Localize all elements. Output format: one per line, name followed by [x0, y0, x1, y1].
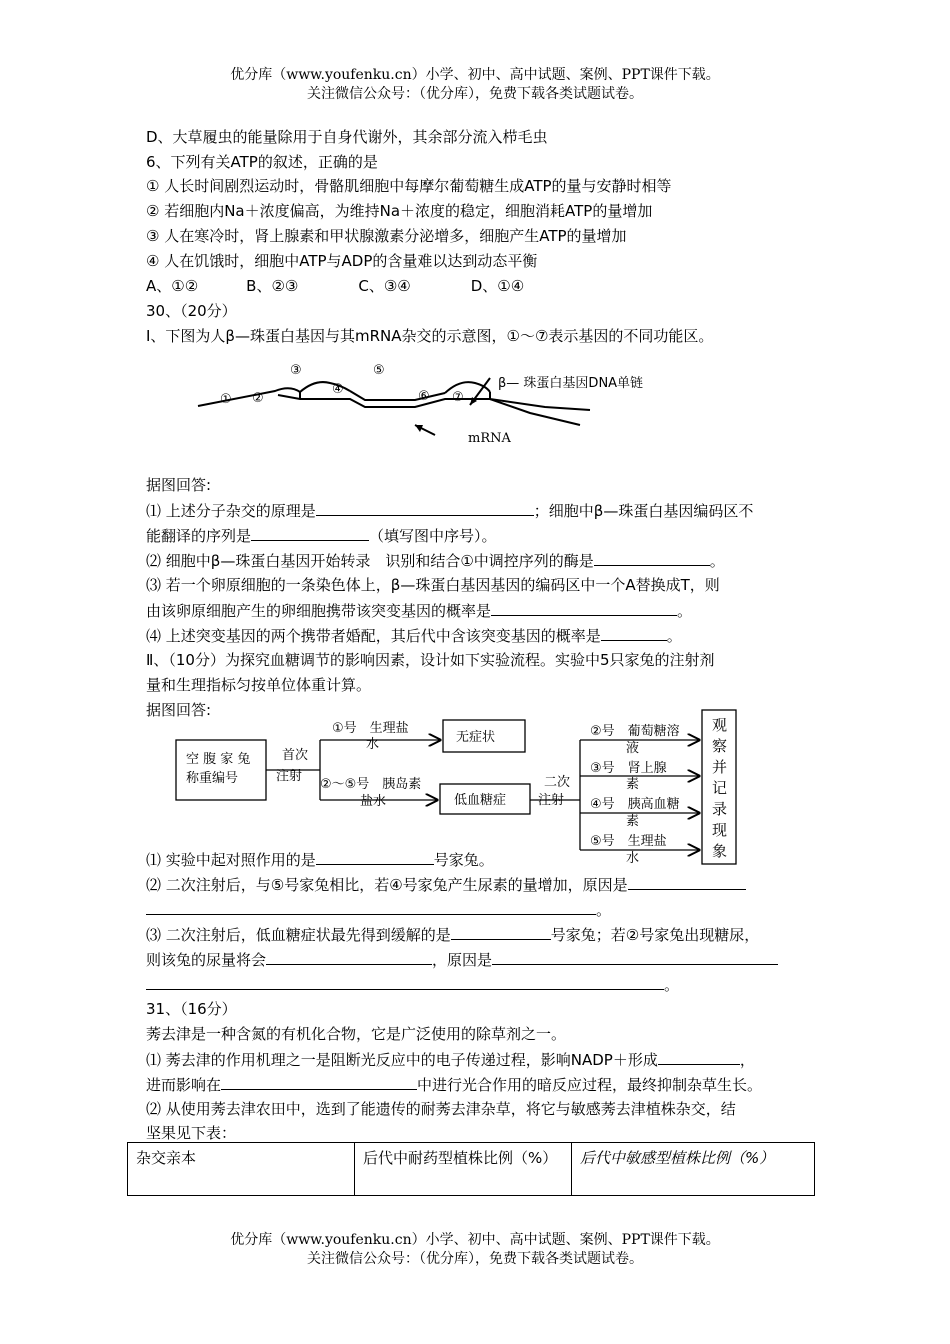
fig1-mrna-label: mRNA	[468, 431, 511, 446]
q6-option-c: C、③④	[358, 277, 411, 295]
page-footer-line2: 关注微信公众号：（优分库），免费下载各类试题试卷。	[307, 1251, 643, 1267]
answer-blank-principle[interactable]	[316, 499, 534, 516]
fig1-dna-label: β— 珠蛋白基因DNA单链	[498, 376, 644, 391]
q31-q2-line1: ⑵ 从使用莠去津农田中，选到了能遗传的耐莠去津杂草，将它与敏感莠去津植株杂交，结	[146, 1100, 736, 1118]
q30-p1-text-b: 号家兔。	[433, 851, 494, 869]
fig1-label-2: ②	[252, 391, 264, 406]
answer-blank-urea-reason-cont[interactable]	[146, 898, 596, 915]
q30-p3-line1	[146, 923, 759, 946]
table-header-resistant: 后代中耐药型植株比例（%）	[355, 1143, 572, 1196]
q6-stem: 6、下列有关ATP的叙述，正确的是	[146, 153, 378, 171]
start-box	[176, 740, 266, 800]
q30-p3-text-d: ，原因是	[432, 951, 493, 969]
answer-blank-urea-reason[interactable]	[628, 873, 746, 890]
q31-q1-line2	[146, 1073, 762, 1096]
start-box-text-2: 称重编号	[186, 771, 239, 786]
cross-result-table	[127, 1142, 815, 1196]
q5-option-d: D、大草履虫的能量除用于自身代谢外，其余部分流入栉毛虫	[146, 128, 548, 146]
page-footer-line1: 优分库（www.youfenku.cn）小学、初中、高中试题、案例、PPT课件下载。	[230, 1232, 720, 1248]
branch1-text-2: 水	[366, 737, 380, 752]
q30-p3-text-c: 则该兔的尿量将会	[146, 951, 267, 969]
q6-option-b: B、②③	[246, 277, 299, 295]
second-injection-2: 注射	[538, 793, 565, 808]
q31-intro: 莠去津是一种含氮的有机化合物，它是广泛使用的除草剂之一。	[146, 1025, 567, 1043]
answer-blank-urine-reason[interactable]	[492, 948, 778, 965]
q31-q2-line2: 坚果见下表：	[146, 1124, 237, 1142]
q31-q1-text-d: 中进行光合作用的暗反应过程，最终抑制杂草生长。	[417, 1076, 763, 1094]
branch1-text-1: ①号 生理盐	[332, 721, 409, 736]
q30-q4-text-a: ⑷ 上述突变基因的两个携带者婚配，其后代中含该突变基因的概率是	[146, 627, 601, 645]
sub4-text-2: 素	[626, 814, 640, 829]
q30-q1-text-d: （填写图中序号）。	[369, 527, 497, 545]
q31-q1-text-c: 进而影响在	[146, 1076, 222, 1094]
q31-q1-text-b: ，	[739, 1051, 755, 1069]
observe-char-5: 录	[712, 800, 728, 818]
q6-statement-2: ② 若细胞内Na＋浓度偏高，为维持Na＋浓度的稳定，细胞消耗ATP的量增加	[146, 202, 653, 220]
q30-q4-line	[146, 624, 682, 647]
q30-part2-line2: 量和生理指标匀按单位体重计算。	[146, 676, 372, 694]
observe-char-6: 现	[712, 821, 728, 839]
answer-blank-probability[interactable]	[491, 599, 677, 616]
q30-q4-text-b: 。	[666, 627, 682, 645]
q30-q1-line2	[146, 524, 497, 547]
experiment-flowchart	[170, 708, 750, 868]
q30-q3-line1: ⑶ 若一个卵原细胞的一条染色体上，β—珠蛋白基因基因的编码区中一个A替换成T，则	[146, 576, 720, 594]
table-header-sensitive: 后代中敏感型植株比例（%）	[572, 1143, 815, 1196]
page-header-line1: 优分库（www.youfenku.cn）小学、初中、高中试题、案例、PPT课件下载。	[230, 67, 720, 83]
sub5-text-1: ⑤号 生理盐	[590, 834, 667, 849]
fig1-label-5: ⑤	[373, 363, 385, 378]
q30-part2-line1: Ⅱ、（10分）为探究血糖调节的影响因素，设计如下实验流程。实验中5只家兔的注射剂	[146, 651, 715, 669]
answer-blank-control[interactable]	[316, 848, 434, 865]
answer-blank-nadph[interactable]	[658, 1048, 740, 1065]
q30-q2-text-b: 。	[709, 552, 725, 570]
sub2-text-1: ②号 葡萄糖溶	[590, 724, 680, 739]
observe-char-1: 观	[712, 716, 728, 734]
sub3-text-1: ③号 肾上腺	[590, 761, 667, 776]
observe-char-2: 察	[712, 737, 728, 755]
first-injection-1: 首次	[282, 748, 309, 763]
q6-options	[146, 275, 524, 297]
q30-part1-intro: Ⅰ、下图为人β—珠蛋白基因与其mRNA杂交的示意图，①～⑦表示基因的不同功能区。	[146, 327, 714, 345]
q30-p3-line3	[146, 973, 679, 996]
answer-blank-sequence[interactable]	[251, 524, 369, 541]
sub3-text-2: 素	[626, 777, 640, 792]
sub5-text-2: 水	[626, 851, 640, 866]
fig1-label-4: ④	[332, 382, 344, 397]
q30-q1-text-b: ；细胞中β—珠蛋白基因编码区不	[533, 502, 754, 520]
q30-p3-text-b: 号家兔；若②号家兔出现糖尿，	[550, 926, 760, 944]
start-box-text-1: 空 腹 家 兔	[186, 752, 251, 767]
q31-q1-text-a: ⑴ 莠去津的作用机理之一是阻断光反应中的电子传递过程，影响NADP＋形成	[146, 1051, 658, 1069]
q6-statement-1: ① 人长时间剧烈运动时，骨骼肌细胞中每摩尔葡萄糖生成ATP的量与安静时相等	[146, 177, 672, 195]
answer-blank-location[interactable]	[221, 1073, 417, 1090]
observe-char-7: 象	[712, 842, 728, 860]
result-no-symptom: 无症状	[456, 730, 496, 745]
q6-statement-4: ④ 人在饥饿时，细胞中ATP与ADP的含量难以达到动态平衡	[146, 252, 538, 270]
q30-p3-line2	[146, 948, 778, 971]
q30-p2-line1	[146, 873, 746, 896]
q31-title: 31、（16分）	[146, 1000, 237, 1018]
q30-q1-text-a: ⑴ 上述分子杂交的原理是	[146, 502, 316, 520]
page-header-line2: 关注微信公众号：（优分库），免费下载各类试题试卷。	[307, 86, 643, 102]
table-header-parents: 杂交亲本	[128, 1143, 355, 1196]
fig1-label-7: ⑦	[452, 390, 464, 405]
fig1-label-6: ⑥	[418, 389, 430, 404]
q30-q3-text-c: 。	[677, 602, 693, 620]
sub2-text-2: 液	[626, 741, 640, 756]
answer-blank-urine[interactable]	[266, 948, 432, 965]
sub4-text-1: ④号 胰高血糖	[590, 797, 680, 812]
answer-blank-offspring[interactable]	[601, 624, 667, 641]
q30-q2-text-a: ⑵ 细胞中β—珠蛋白基因开始转录 识别和结合①中调控序列的酶是	[146, 552, 594, 570]
second-injection-1: 二次	[544, 775, 571, 790]
answer-prompt-2: 据图回答:	[146, 701, 212, 719]
answer-prompt-1: 据图回答:	[146, 476, 212, 494]
q30-p3-text-e: 。	[664, 976, 680, 994]
q30-title: 30、（20分）	[146, 302, 237, 320]
q6-option-d: D、①④	[470, 277, 525, 295]
observe-char-3: 并	[712, 758, 728, 776]
fig1-label-1: ①	[220, 392, 232, 407]
result-hypoglycemia: 低血糖症	[454, 793, 507, 808]
branch2-text-1: ②～⑤号 胰岛素	[320, 777, 422, 792]
q30-p2-text-a: ⑵ 二次注射后，与⑤号家兔相比，若④号家兔产生尿素的量增加，原因是	[146, 876, 628, 894]
q6-statement-3: ③ 人在寒冷时，肾上腺素和甲状腺激素分泌增多，细胞产生ATP的量增加	[146, 227, 627, 245]
table-row	[128, 1143, 815, 1196]
q31-q1-line1	[146, 1048, 755, 1071]
q30-q1-text-c: 能翻译的序列是	[146, 527, 252, 545]
q6-option-a: A、①②	[146, 277, 199, 295]
q30-q3-text-b: 由该卵原细胞产生的卵细胞携带该突变基因的概率是	[146, 602, 492, 620]
hybridization-diagram	[190, 355, 690, 455]
q30-p2-text-b: 。	[596, 901, 612, 919]
observe-char-4: 记	[712, 779, 728, 797]
q30-p1-text-a: ⑴ 实验中起对照作用的是	[146, 851, 316, 869]
answer-blank-urine-reason-cont[interactable]	[146, 973, 664, 990]
q30-p3-text-a: ⑶ 二次注射后，低血糖症状最先得到缓解的是	[146, 926, 451, 944]
q30-q2-line	[146, 549, 725, 572]
fig1-label-3: ③	[290, 363, 302, 378]
q30-p1-line	[146, 848, 494, 871]
q30-p2-line2	[146, 898, 611, 921]
first-injection-2: 注射	[276, 769, 303, 784]
branch2-text-2: 盐水	[360, 794, 387, 809]
answer-blank-enzyme[interactable]	[594, 549, 710, 566]
q30-q3-line2	[146, 599, 692, 622]
answer-blank-relief[interactable]	[451, 923, 551, 940]
q30-q1-line1	[146, 499, 753, 522]
